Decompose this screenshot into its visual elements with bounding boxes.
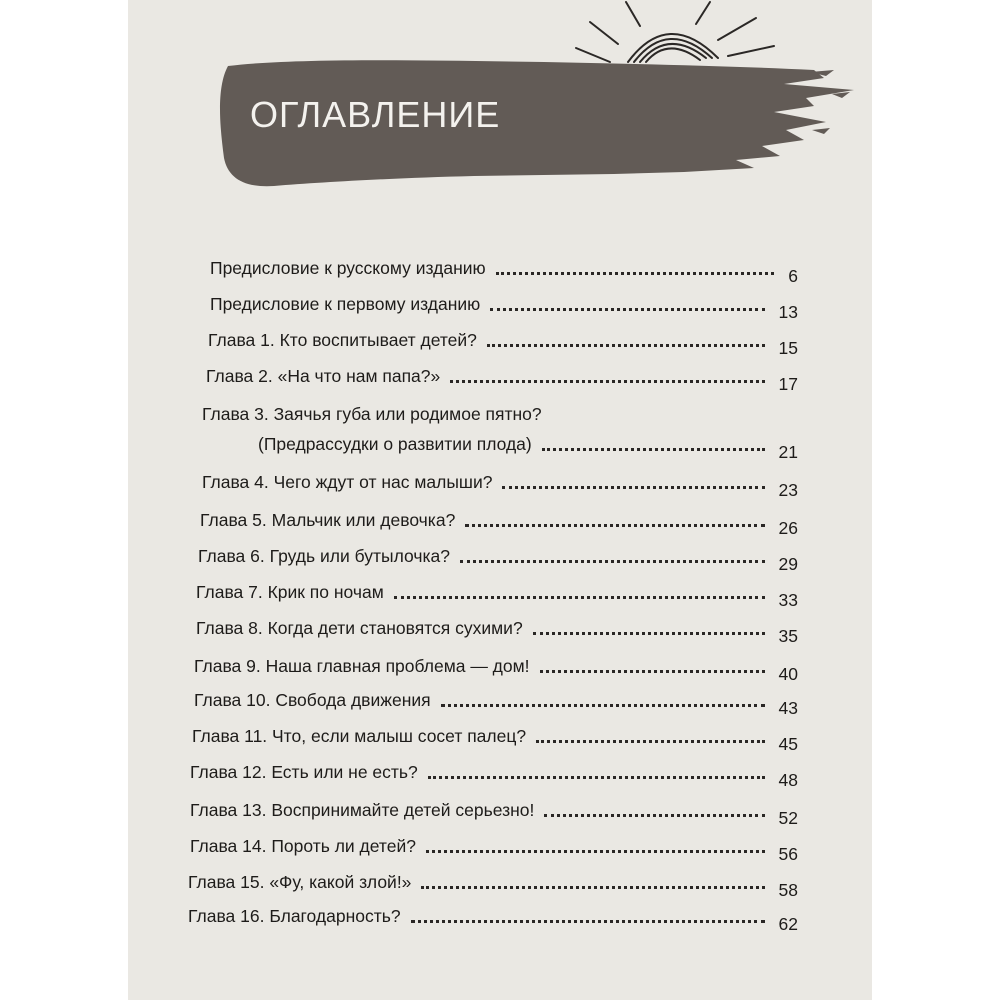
toc-entry-title-continuation: (Предрассудки о развитии плода) [258,434,532,454]
toc-entry-title: Предисловие к русскому изданию [210,258,486,278]
toc-entry-page-number: 21 [778,442,798,462]
toc-entry-page-number: 35 [778,626,798,646]
toc-entry-leader-dots [421,884,765,889]
toc-entry-title: Глава 8. Когда дети становятся сухими? [196,618,523,638]
toc-entry-page-number: 26 [778,518,798,538]
toc-entry[interactable] [188,542,798,572]
toc-entry-title: Глава 3. Заячья губа или родимое пятно? [202,404,542,424]
toc-entry-leader-dots [411,918,765,923]
toc-entry-page-number: 58 [778,880,798,900]
toc-entry-page-number: 13 [778,302,798,322]
toc-entry-leader-dots [487,342,765,347]
toc-entry[interactable] [188,902,798,932]
toc-entry-page-number: 33 [778,590,798,610]
toc-entry-page-number: 56 [778,844,798,864]
toc-entry-page-number: 23 [778,480,798,500]
toc-entry-leader-dots [394,594,765,599]
toc-entry-leader-dots [542,446,765,451]
toc-entry-page-number: 17 [778,374,798,394]
book-page [128,0,872,1000]
toc-entry[interactable] [188,400,798,462]
toc-entry-leader-dots [536,738,765,743]
toc-entry-leader-dots [533,630,765,635]
toc-entry[interactable] [188,758,798,788]
toc-entry-leader-dots [426,848,765,853]
toc-entry-leader-dots [544,812,765,817]
toc-entry-page-number: 43 [778,698,798,718]
toc-entry-leader-dots [450,378,765,383]
toc-entry-leader-dots [441,702,765,707]
toc-entry-leader-dots [460,558,765,563]
contents-heading: ОГЛАВЛЕНИЕ [250,94,501,135]
toc-entry-leader-dots [540,668,765,673]
toc-entry[interactable] [188,868,798,898]
toc-entry-leader-dots [502,484,765,489]
toc-entry-title: Глава 6. Грудь или бутылочка? [198,546,450,566]
toc-entry-page-number: 15 [778,338,798,358]
toc-entry-page-number: 29 [778,554,798,574]
toc-entry-page-number: 6 [788,266,798,286]
toc-entry[interactable] [188,796,798,826]
toc-entry[interactable] [188,614,798,644]
toc-entry-leader-dots [490,306,765,311]
toc-entry-title: Глава 4. Чего ждут от нас малыши? [202,472,493,492]
toc-entry-title: Глава 9. Наша главная проблема — дом! [194,656,530,676]
toc-entry[interactable] [188,254,798,284]
toc-entry[interactable] [188,506,798,536]
toc-entry-title: Глава 1. Кто воспитывает детей? [208,330,477,350]
toc-entry-title: Глава 5. Мальчик или девочка? [200,510,456,530]
toc-entry[interactable] [188,722,798,752]
toc-entry-title: Глава 13. Воспринимайте детей серьезно! [190,800,535,820]
toc-entry[interactable] [188,578,798,608]
toc-entry-title: Предисловие к первому изданию [210,294,481,314]
toc-entry-page-number: 62 [778,914,798,934]
toc-entry-title: Глава 11. Что, если малыш сосет палец? [192,726,527,746]
toc-entry-page-number: 48 [778,770,798,790]
toc-entry[interactable] [188,468,798,498]
toc-entry[interactable] [188,686,798,716]
toc-entry-page-number: 40 [778,664,798,684]
toc-entry[interactable] [188,326,798,356]
toc-entry[interactable] [188,290,798,320]
toc-entry-title: Глава 14. Пороть ли детей? [190,836,416,856]
toc-entry-title: Глава 2. «На что нам папа?» [206,366,441,386]
toc-entry-title: Глава 15. «Фу, какой злой!» [188,872,412,892]
toc-entry-title: Глава 10. Свобода движения [194,690,431,710]
toc-entry-title: Глава 12. Есть или не есть? [190,762,418,782]
toc-entry[interactable] [188,652,798,682]
toc-entry-title: Глава 7. Крик по ночам [196,582,384,602]
toc-entry-page-number: 45 [778,734,798,754]
toc-entry-page-number: 52 [778,808,798,828]
toc-entry[interactable] [188,832,798,862]
toc-entry-title: Глава 16. Благодарность? [188,906,401,926]
toc-entry[interactable] [188,362,798,392]
toc-entry-leader-dots [496,270,774,275]
toc-entry-leader-dots [465,522,765,527]
toc-entry-leader-dots [428,774,765,779]
